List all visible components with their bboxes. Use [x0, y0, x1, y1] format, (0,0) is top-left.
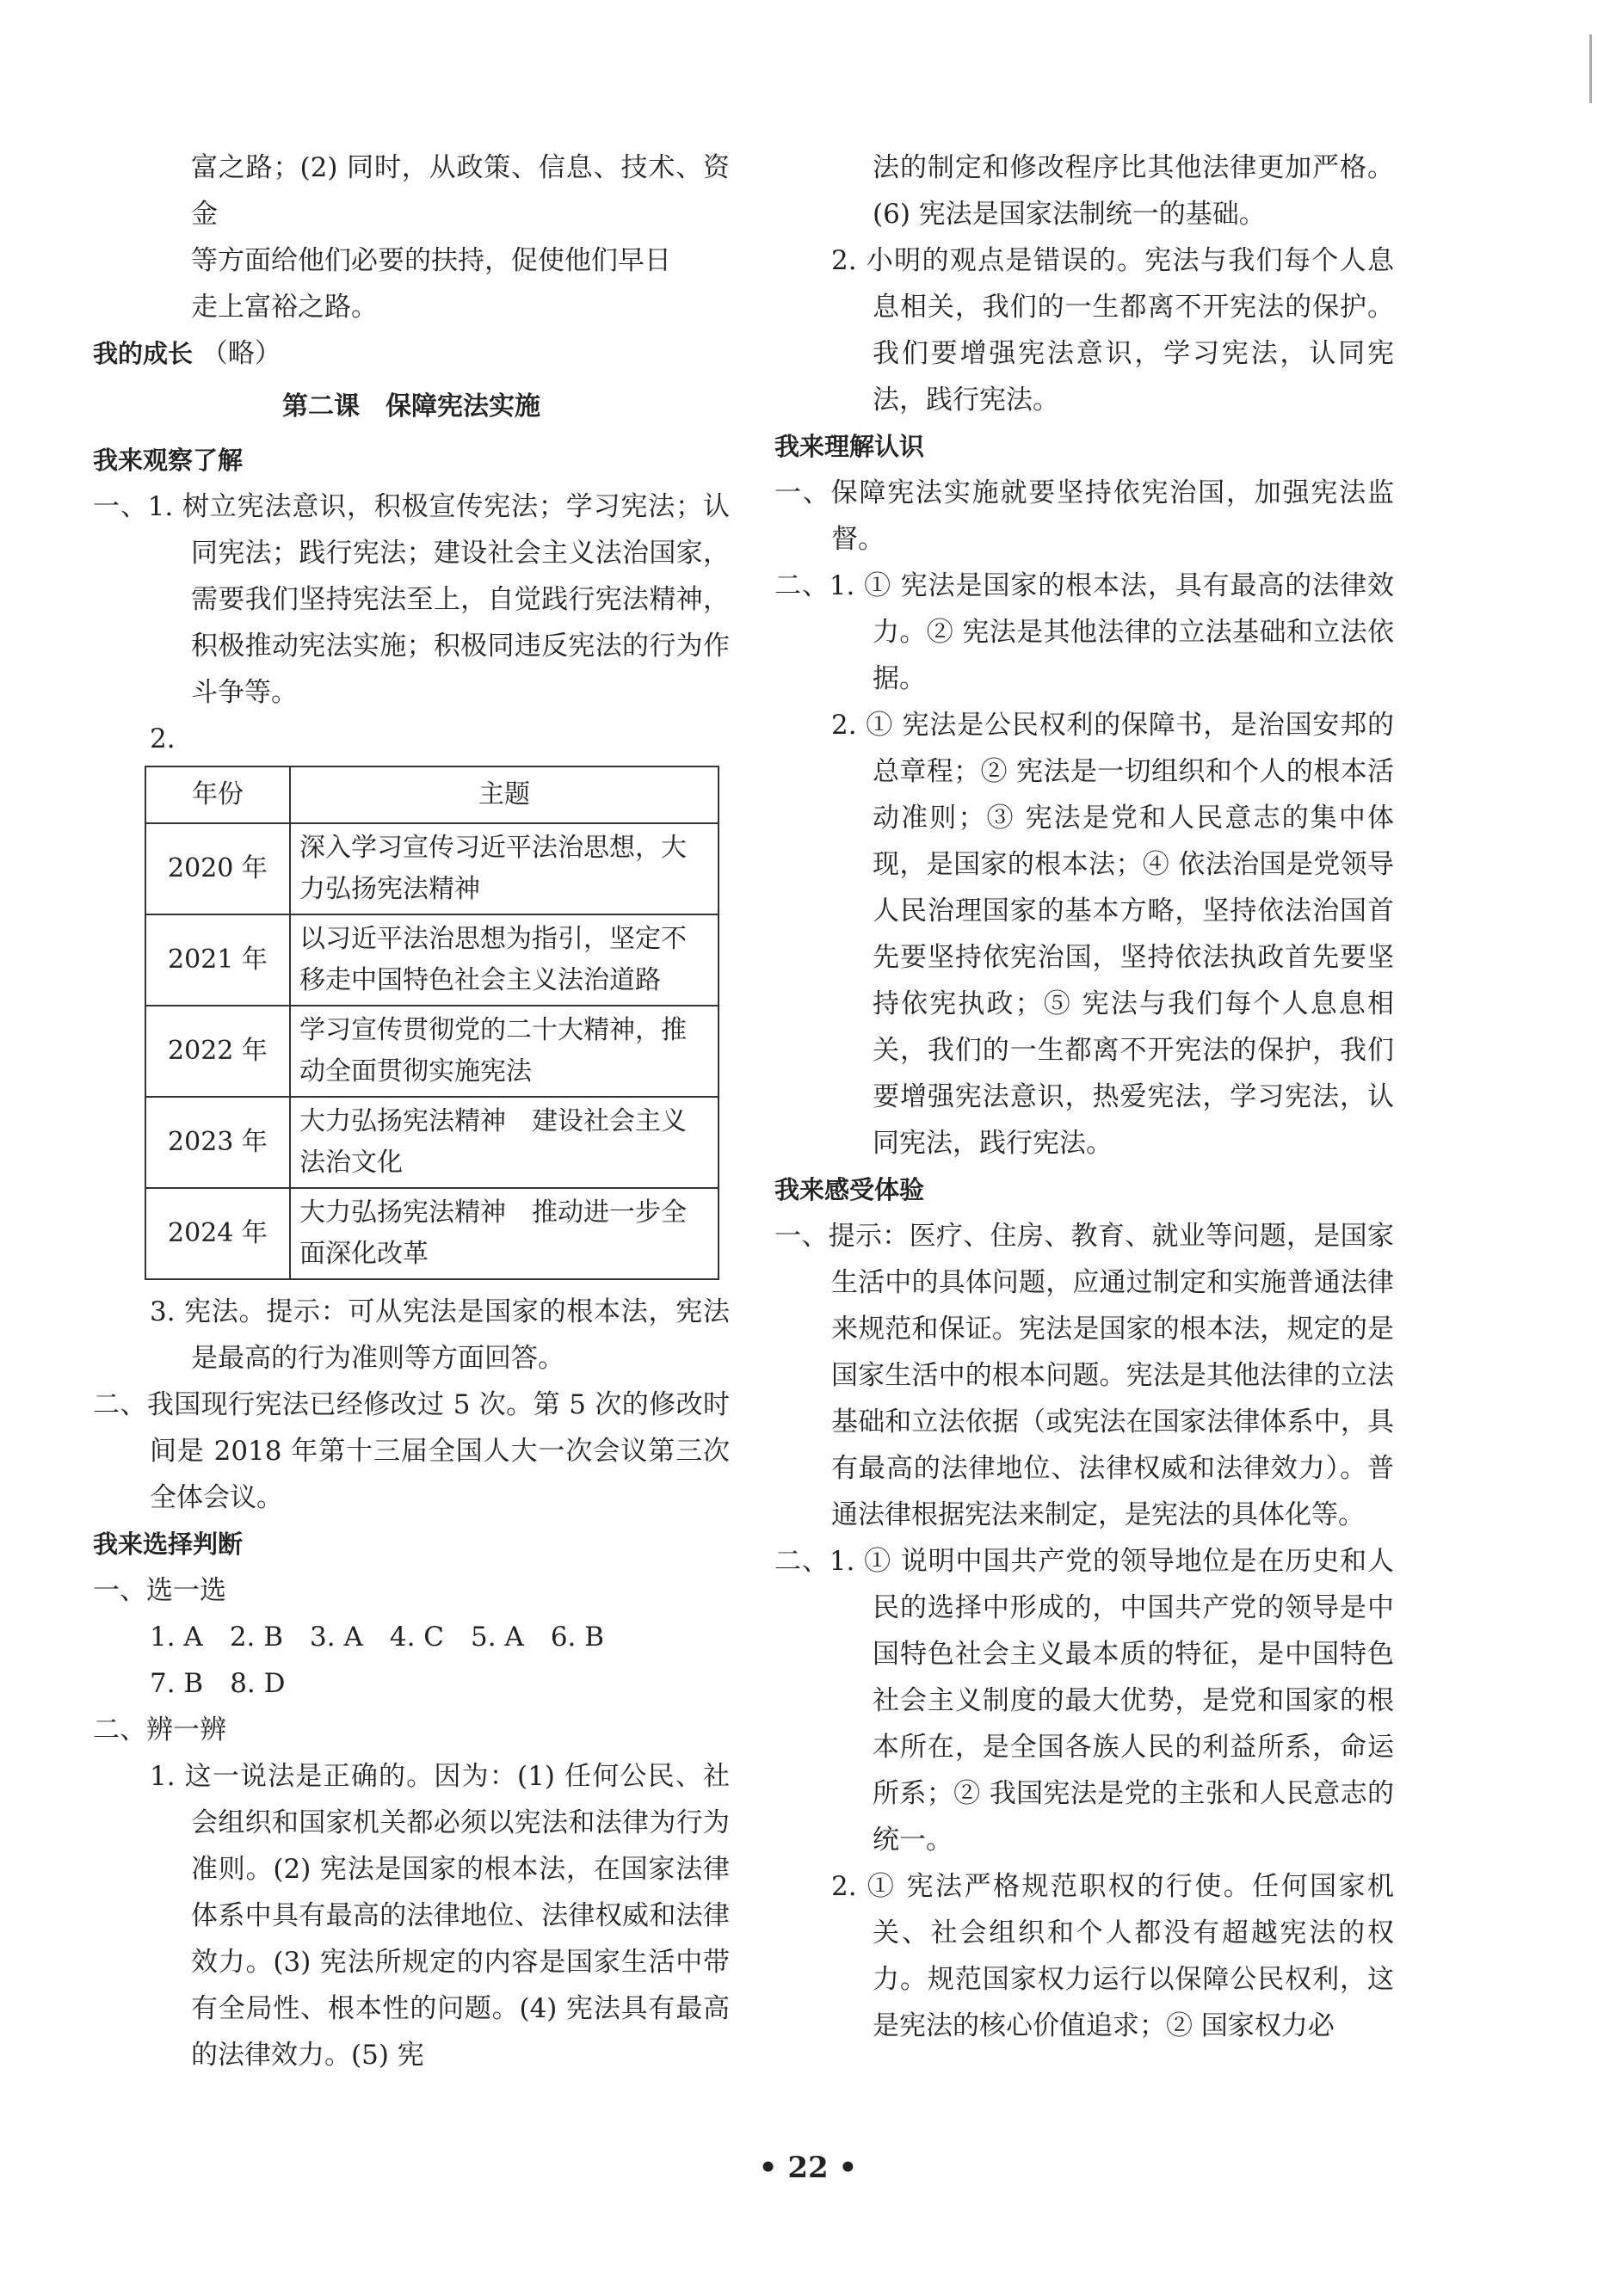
page-number: • 22 • [758, 2151, 858, 2185]
judge-title: 二、辨一辨 [93, 1714, 226, 1745]
table-cell-theme: 大力弘扬宪法精神 推动进一步全面深化改革 [290, 1188, 719, 1279]
continued-line-2: 等方面给他们必要的扶持，促使他们早日 [191, 245, 671, 276]
judge-item-1: 1. 这一说法是正确的。因为：(1) 任何公民、社会组织和国家机关都必须以宪法和法律为行为准则。(2) 宪法是国家的根本法，在国家法律体系中具有最高的法律地位、法律权威和法律效力。(3) 宪法所规定的内容是国家生活中带有全局性、根本性的问题。(4) 宪法具有最高的法律效力。(5) 宪 [150, 1761, 730, 2071]
table-cell-year: 2022 年 [145, 1006, 290, 1097]
table-row [145, 823, 719, 914]
observe-item-2-label: 2. [150, 723, 176, 754]
judge-item-1-continued: 法的制定和修改程序比其他法律更加严格。(6) 宪法是国家法制统一的基础。 [873, 152, 1394, 230]
table-cell-theme: 以习近平法治思想为指引，坚定不移走中国特色社会主义法治道路 [290, 914, 719, 1006]
table-cell-year: 2020 年 [145, 823, 290, 914]
table-cell-theme: 学习宣传贯彻党的二十大精神，推动全面贯彻实施宪法 [290, 1006, 719, 1097]
answers-line-1: 1. A 2. B 3. A 4. C 5. A 6. B [150, 1622, 605, 1653]
lesson-title: 第二课 保障宪法实施 [282, 391, 540, 422]
feel-part-2-item-1: 二、1. ① 说明中国共产党的领导地位是在历史和人民的选择中形成的，中国共产党的领导是中国特色社会主义最本质的特征，是中国特色社会主义制度的最大优势，是党和国家的根本所在，是全国各族人民的利益所系，命运所系；② 我国宪法是党的主张和人民意志的统一。 [774, 1546, 1394, 1856]
table-cell-theme: 深入学习宣传习近平法治思想，大力弘扬宪法精神 [290, 823, 719, 914]
feel-part-1: 一、提示：医疗、住房、教育、就业等问题，是国家生活中的具体问题，应通过制定和实施普通法律来规范和保证。宪法是国家的根本法，规定的是国家生活中的根本问题。宪法是其他法律的立法基础和立法依据（或宪法在国家法律体系中，具有最高的法律地位、法律权威和法律效力）。普通法律根据宪法来制定，是宪法的具体化等。 [774, 1221, 1394, 1530]
judge-item-2: 2. 小明的观点是错误的。宪法与我们每个人息息相关，我们的一生都离不开宪法的保护。我们要增强宪法意识，学习宪法，认同宪法，践行宪法。 [831, 245, 1394, 415]
continued-line-3: 走上富裕之路。 [191, 292, 378, 323]
table-cell-theme: 大力弘扬宪法精神 建设社会主义法治文化 [290, 1097, 719, 1188]
section-heading-feel: 我来感受体验 [774, 1175, 925, 1204]
observe-item-3: 3. 宪法。提示：可从宪法是国家的根本法，宪法是最高的行为准则等方面回答。 [150, 1296, 730, 1374]
observe-part-2: 二、我国现行宪法已经修改过 5 次。第 5 次的修改时间是 2018 年第十三届全国人大一次会议第三次全体会议。 [93, 1389, 730, 1513]
table-cell-year: 2024 年 [145, 1188, 290, 1279]
answers-line-2: 7. B 8. D [150, 1668, 286, 1699]
continued-line-1: 富之路；(2) 同时，从政策、信息、技术、资金 [191, 152, 730, 230]
understand-part-2-item-1: 二、1. ① 宪法是国家的根本法，具有最高的法律效力。② 宪法是其他法律的立法基础和立法依据。 [774, 570, 1394, 694]
feel-part-2-item-2: 2. ① 宪法严格规范职权的行使。任何国家机关、社会组织和个人都没有超越宪法的权力。规范国家权力运行以保障公民权利，这是宪法的核心价值追求；② 国家权力必 [831, 1871, 1394, 2041]
table-row [145, 1097, 719, 1188]
understand-part-2-item-2: 2. ① 宪法是公民权利的保障书，是治国安邦的总章程；② 宪法是一切组织和个人的根本活动准则；③ 宪法是党和人民意志的集中体现，是国家的根本法；④ 依法治国是党领导人民治理国家的基本方略，坚持依法治国首先要坚持依宪治国，坚持依法执政首先要坚持依宪执政；⑤ 宪法与我们每个人息息相关，我们的一生都离不开宪法的保护，我们要增强宪法意识，热爱宪法，学习宪法，认同宪法，践行宪法。 [831, 710, 1394, 1159]
section-heading-choose: 我来选择判断 [93, 1530, 244, 1559]
constitution-day-table [145, 766, 719, 1280]
table-row [145, 1188, 719, 1279]
section-heading-observe: 我来观察了解 [93, 446, 244, 475]
table-row [145, 914, 719, 1006]
growth-label: 我的成长 [93, 339, 194, 368]
table-header-year: 年份 [145, 766, 290, 823]
left-column [93, 145, 730, 2078]
section-heading-understand: 我来理解认识 [774, 432, 925, 461]
growth-value: （略） [200, 338, 281, 369]
page-edge-mark [1589, 34, 1592, 103]
table-header-theme: 主题 [290, 766, 719, 823]
table-cell-year: 2023 年 [145, 1097, 290, 1188]
table-row [145, 1006, 719, 1097]
table-header-row [145, 766, 719, 823]
choose-title: 一、选一选 [93, 1575, 226, 1606]
growth-row [93, 330, 730, 377]
observe-item-1: 一、1. 树立宪法意识，积极宣传宪法；学习宪法；认同宪法；践行宪法；建设社会主义法治国家，需要我们坚持宪法至上，自觉践行宪法精神，积极推动宪法实施；积极同违反宪法的行为作斗争等。 [93, 491, 730, 708]
understand-part-1: 一、保障宪法实施就要坚持依宪治国，加强宪法监督。 [774, 477, 1394, 555]
table-cell-year: 2021 年 [145, 914, 290, 1006]
right-column [774, 145, 1394, 2049]
